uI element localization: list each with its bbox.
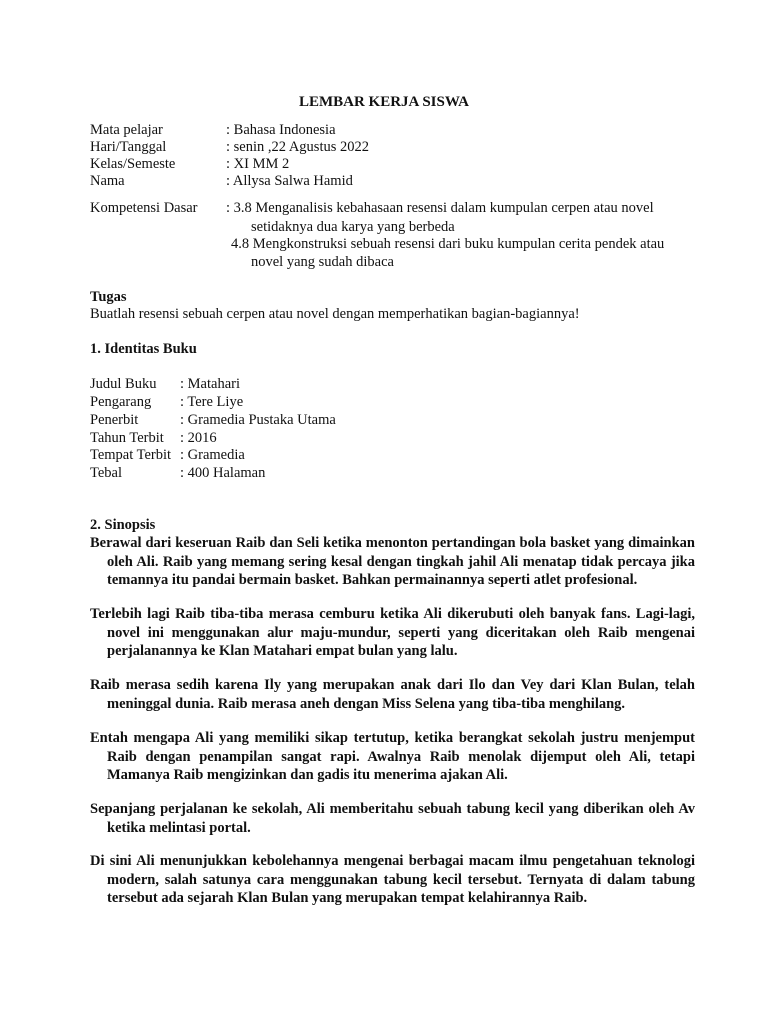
header-value: : senin ,22 Agustus 2022 [226, 139, 369, 155]
identitas-value: : 2016 [180, 430, 217, 446]
tugas-heading: Tugas [90, 289, 127, 305]
header-label: Kelas/Semeste [90, 156, 176, 172]
header-row-date [90, 139, 650, 157]
kompetensi-kd1-line1: : 3.8 Menganalisis kebahasaan resensi dalam kumpulan cerpen atau novel [226, 200, 654, 216]
header-row-name [90, 173, 650, 191]
sinopsis-heading: 2. Sinopsis [90, 517, 156, 533]
header-label: Nama [90, 173, 125, 189]
identitas-label: Judul Buku [90, 376, 157, 392]
identitas-row [90, 430, 650, 448]
identitas-label: Penerbit [90, 412, 139, 428]
sinopsis-paragraph: Entah mengapa Ali yang memiliki sikap tertutup, ketika berangkat sekolah justru menjemput Raib dengan penampilan sangat rapi. Awalnya Raib menolak dijemput oleh Ali, tetapi Mamanya Raib mengizinkan dan gadis itu menerima ajakan Ali. [90, 730, 695, 783]
identitas-row [90, 447, 650, 465]
tugas-text: Buatlah resensi sebuah cerpen atau novel dengan memperhatikan bagian-bagiannya! [90, 306, 580, 322]
header-row-subject [90, 122, 650, 140]
identitas-label: Tempat Terbit [90, 447, 172, 463]
kompetensi-kd2-line1: 4.8 Mengkonstruksi sebuah resensi dari buku kumpulan cerita pendek atau [231, 236, 665, 252]
identitas-value: : Gramedia [180, 447, 245, 463]
identitas-value: : Tere Liye [180, 394, 244, 410]
sinopsis-paragraph: Sepanjang perjalanan ke sekolah, Ali memberitahu sebuah tabung kecil yang diberikan oleh Av ketika melintasi portal. [90, 801, 695, 836]
identitas-value: : Gramedia Pustaka Utama [180, 412, 336, 428]
sinopsis-paragraph: Di sini Ali menunjukkan kebolehannya mengenai berbagai macam ilmu pengetahuan teknologi modern, salah satunya cara menggunakan tabung kecil tersebut. Ternyata di dalam tabung tersebut ada sejarah Klan Bulan yang merupakan tempat kelahirannya Raib. [90, 853, 695, 906]
identitas-label: Pengarang [90, 394, 152, 410]
identitas-value: : 400 Halaman [180, 465, 266, 481]
identitas-row [90, 412, 650, 430]
header-row-class [90, 156, 650, 174]
identitas-row [90, 394, 650, 412]
header-value: : XI MM 2 [226, 156, 290, 172]
sinopsis-paragraph: Berawal dari keseruan Raib dan Seli ketika menonton pertandingan bola basket yang dimainkan oleh Ali. Raib yang memang sering kesal dengan tingkah jahil Ali menatap tidak percaya jika temannya itu pandai bermain basket. Bahkan permainannya seperti atlet profesional. [90, 535, 695, 588]
kompetensi-kd1-line2: setidaknya dua karya yang berbeda [251, 219, 455, 235]
identitas-row [90, 376, 650, 394]
kompetensi-label: Kompetensi Dasar [90, 200, 198, 216]
identitas-label: Tebal [90, 465, 122, 481]
sinopsis-paragraph: Terlebih lagi Raib tiba-tiba merasa cemburu ketika Ali dikerubuti oleh banyak fans. Lagi-lagi, novel ini menggunakan alur maju-mundur, seperti yang diceritakan oleh Raib mengenai perjalanannya ke Klan Matahari empat bulan yang lalu. [90, 606, 695, 659]
sinopsis-paragraph: Raib merasa sedih karena Ily yang merupakan anak dari Ilo dan Vey dari Klan Bulan, telah meninggal dunia. Raib merasa aneh dengan Miss Selena yang tiba-tiba menghilang. [90, 677, 695, 712]
header-value: : Bahasa Indonesia [226, 122, 336, 138]
identitas-label: Tahun Terbit [90, 430, 164, 446]
kompetensi-kd2-line2: novel yang sudah dibaca [251, 254, 394, 270]
header-label: Hari/Tanggal [90, 139, 167, 155]
identitas-row [90, 465, 650, 483]
page-title: LEMBAR KERJA SISWA [298, 94, 470, 110]
identitas-heading: 1. Identitas Buku [90, 341, 197, 357]
identitas-value: : Matahari [180, 376, 240, 392]
header-label: Mata pelajar [90, 122, 163, 138]
header-value: : Allysa Salwa Hamid [226, 173, 353, 189]
